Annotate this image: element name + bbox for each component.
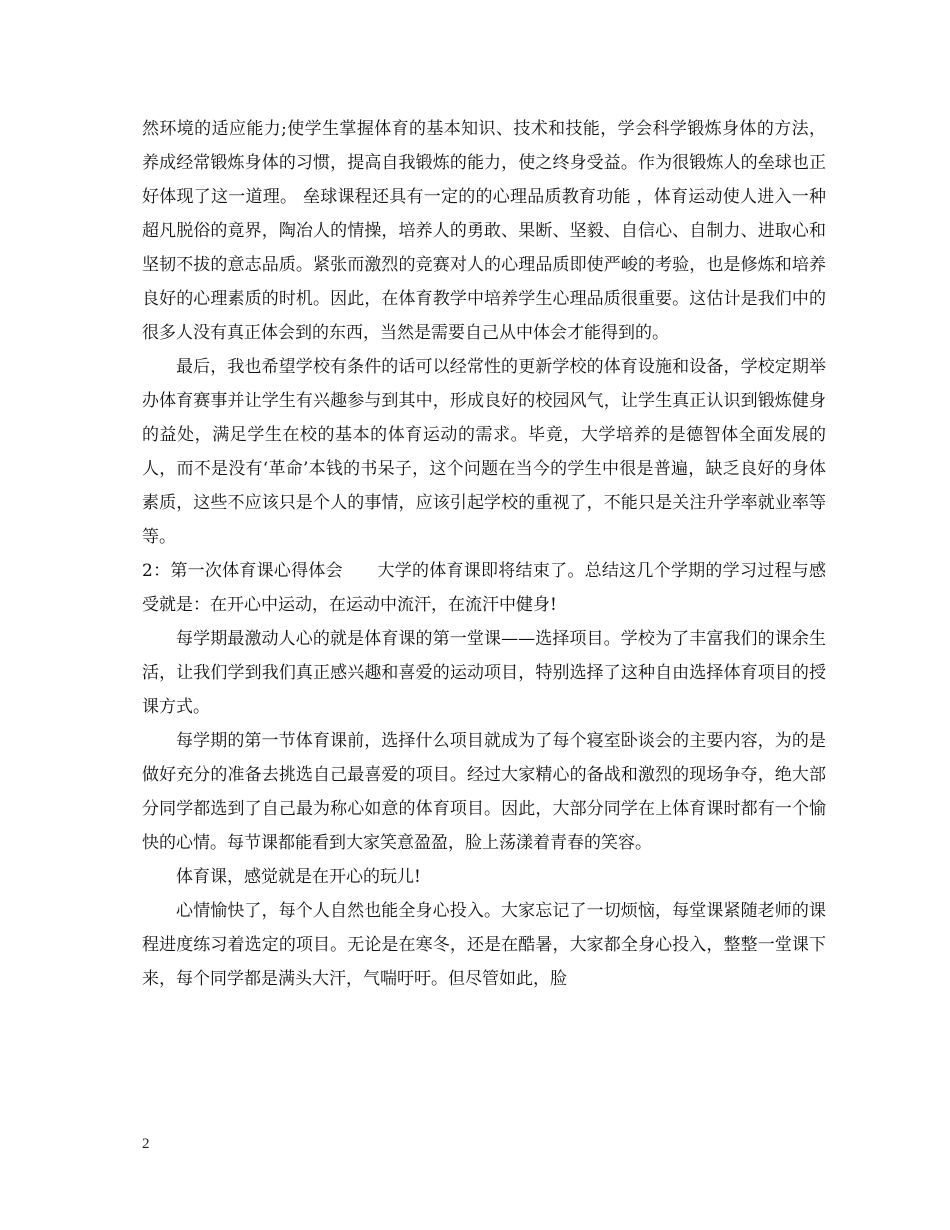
page-number: 2: [142, 1136, 150, 1152]
paragraph-6: 体育课，感觉就是在开心的玩儿!: [176, 867, 421, 887]
paragraph-1: 然环境的适应能力;使学生掌握体育的基本知识、技术和技能，学会科学锻炼身体的方法，养成经常锻炼身体的习惯，提高自我锻炼的能力，使之终身受益。作为很锻炼人的垒球也正好体现了这一道理。 垒球课程还具有一定的的心理品质教育功能 ，体育运动使人进入一种超凡脱俗的竟界，陶冶人的情操，培养人的勇敢、果断、坚毅、自信心、自制力、进取心和坚韧不拔的意志品质。紧张而激烈的竞赛对人的心理品质即使严峻的考验，也是修炼和培养良好的心理素质的时机。因此，在体育教学中培养学生心理品质很重要。这估计是我们中的很多人没有真正体会到的东西，当然是需要自己从中体会才能得到的。: [142, 119, 826, 343]
paragraph-4: 每学期最激动人心的就是体育课的第一堂课——选择项目。学校为了丰富我们的课余生活，让我们学到我们真正感兴趣和喜爱的运动项目，特别选择了这种自由选择体育项目的授课方式。: [142, 629, 826, 717]
paragraph-5: 每学期的第一节体育课前，选择什么项目就成为了每个寝室卧谈会的主要内容，为的是做好充分的准备去挑选自己最喜爱的项目。经过大家精心的备战和激烈的现场争夺，绝大部分同学都选到了自己最为称心如意的体育项目。因此，大部分同学在上体育课时都有一个愉快的心情。每节课都能看到大家笑意盈盈，脸上荡漾着青春的笑容。: [142, 731, 826, 853]
paragraph-2: 最后，我也希望学校有条件的话可以经常性的更新学校的体育设施和设备，学校定期举办体育赛事并让学生有兴趣参与到其中，形成良好的校园风气，让学生真正认识到锻炼健身的益处，满足学生在校的基本的体育运动的需求。毕竟，大学培养的是德智体全面发展的人，而不是没有‘革命’本钱的书呆子，这个问题在当今的学生中很是普遍，缺乏良好的身体素质，这些不应该只是个人的事情，应该引起学校的重视了，不能只是关注升学率就业率等等。: [142, 357, 826, 547]
body-text: [142, 112, 826, 996]
paragraph-3: 2：第一次体育课心得体会 大学的体育课即将结束了。总结这几个学期的学习过程与感受就是：在开心中运动，在运动中流汗，在流汗中健身!: [142, 561, 826, 615]
paragraph-7: 心情愉快了，每个人自然也能全身心投入。大家忘记了一切烦恼，每堂课紧随老师的课程进度练习着选定的项目。无论是在寒冬，还是在酷暑，大家都全身心投入，整整一堂课下来，每个同学都是满头大汗，气喘吁吁。但尽管如此，脸: [142, 901, 826, 989]
